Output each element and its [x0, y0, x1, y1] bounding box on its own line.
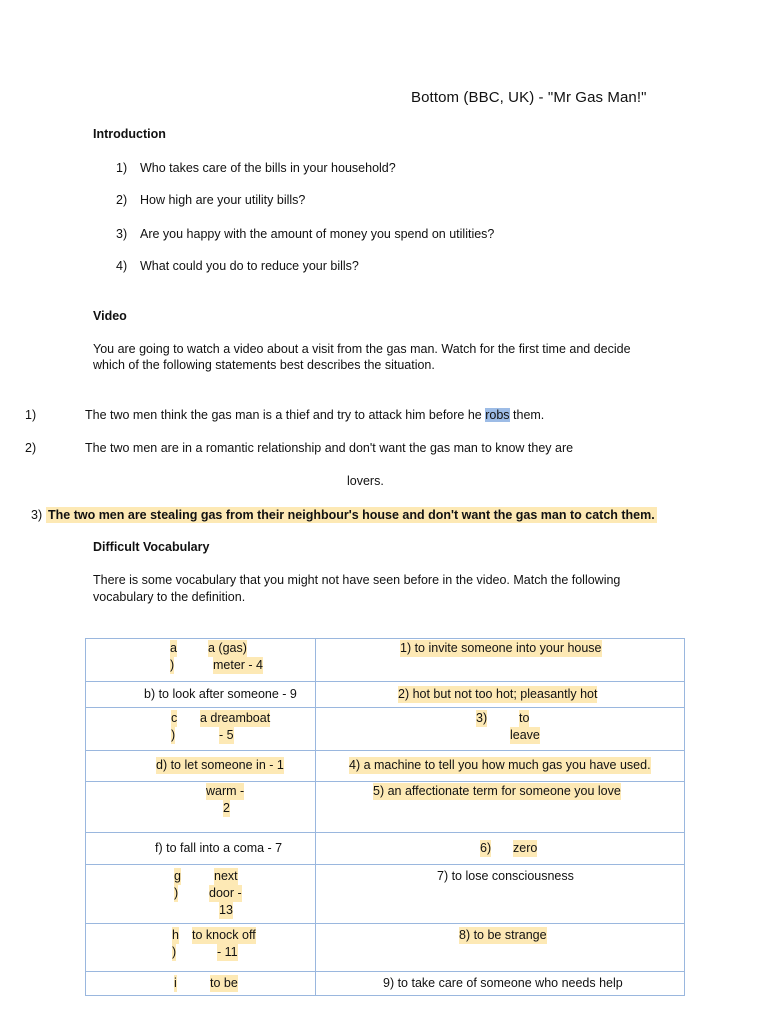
table-row	[86, 833, 685, 865]
statement-2-line-2: lovers.	[347, 474, 384, 488]
vocabulary-instructions-line-2: vocabulary to the definition.	[93, 590, 246, 604]
statement-1-text-end: them.	[509, 408, 545, 422]
vocab-definition: 4) a machine to tell you how much gas you have used.	[349, 758, 651, 772]
vocab-definition: 2) hot but not too hot; pleasantly hot	[398, 687, 598, 701]
vocab-term-cell	[86, 865, 316, 924]
vocab-term: 13	[219, 903, 233, 917]
vocab-term-cell	[86, 751, 316, 782]
question-number: 3)	[116, 227, 128, 241]
video-instructions-line-1: You are going to watch a video about a visit from the gas man. Watch for the first time and decide	[93, 342, 631, 356]
question-text: Are you happy with the amount of money you spend on utilities?	[140, 227, 495, 241]
vocab-term: door -	[209, 886, 242, 900]
item-letter: a	[170, 641, 177, 655]
table-row	[86, 924, 685, 972]
statement-number: 2)	[25, 441, 37, 455]
vocab-term: meter - 4	[213, 658, 264, 672]
vocabulary-instructions-line-1: There is some vocabulary that you might not have seen before in the video. Match the following	[93, 573, 621, 587]
item-letter: )	[170, 658, 175, 672]
question-number: 1)	[116, 161, 128, 175]
statement-number: 1)	[25, 408, 37, 422]
vocab-definition: 8) to be strange	[459, 928, 547, 942]
vocab-definition-cell	[316, 833, 685, 865]
table-row	[86, 782, 685, 833]
vocab-definition-cell	[316, 782, 685, 833]
vocab-definition-cell	[316, 639, 685, 682]
vocab-term: a (gas)	[208, 641, 247, 655]
vocab-term-cell	[86, 708, 316, 751]
vocab-term-cell	[86, 639, 316, 682]
vocab-term: d) to let someone in - 1	[156, 758, 284, 772]
table-row	[86, 751, 685, 782]
question-text: What could you do to reduce your bills?	[140, 259, 359, 273]
video-instructions-line-2: which of the following statements best describes the situation.	[93, 358, 435, 372]
question-number: 4)	[116, 259, 128, 273]
item-letter: c	[171, 711, 178, 725]
vocab-definition-cell	[316, 972, 685, 996]
table-row	[86, 708, 685, 751]
vocab-term-cell	[86, 782, 316, 833]
question-text: How high are your utility bills?	[140, 193, 306, 207]
question-number: 2)	[116, 193, 128, 207]
vocab-definition-cell	[316, 751, 685, 782]
table-row	[86, 639, 685, 682]
item-letter: h	[172, 928, 179, 942]
table-row	[86, 865, 685, 924]
definition-number: 3)	[476, 711, 488, 725]
vocab-term: to be	[210, 976, 238, 990]
table-row	[86, 682, 685, 708]
vocab-definition: to	[519, 711, 530, 725]
vocab-term: to knock off	[192, 928, 256, 942]
vocab-term-cell	[86, 972, 316, 996]
vocab-term: f) to fall into a coma - 7	[155, 841, 283, 855]
item-letter: )	[171, 728, 176, 742]
vocab-definition-cell	[316, 682, 685, 708]
vocab-definition: 1) to invite someone into your house	[400, 641, 602, 655]
vocab-definition: zero	[513, 841, 538, 855]
vocab-term: - 11	[217, 945, 238, 959]
introduction-heading: Introduction	[93, 127, 166, 141]
vocab-term-cell	[86, 924, 316, 972]
table-row	[86, 972, 685, 996]
statement-3: The two men are stealing gas from their neighbour's house and don't want the gas man to catch them.	[48, 508, 655, 522]
vocab-definition-cell	[316, 865, 685, 924]
vocab-term: b) to look after someone - 9	[144, 687, 297, 701]
highlighted-word: robs	[485, 408, 510, 422]
definition-number: 6)	[480, 841, 492, 855]
page-title: Bottom (BBC, UK) - "Mr Gas Man!"	[411, 89, 647, 106]
vocab-definition: 5) an affectionate term for someone you love	[373, 784, 621, 798]
question-text: Who takes care of the bills in your household?	[140, 161, 396, 175]
vocab-term-cell	[86, 682, 316, 708]
item-letter: )	[172, 945, 177, 959]
vocab-term: 2	[223, 801, 230, 815]
vocab-definition: 7) to lose consciousness	[437, 869, 574, 883]
vocab-definition: leave	[510, 728, 540, 742]
statement-1	[85, 408, 544, 422]
vocab-definition-cell	[316, 924, 685, 972]
vocab-term: next	[214, 869, 238, 883]
item-letter: )	[174, 886, 179, 900]
item-letter: i	[174, 976, 177, 990]
statement-1-text-start: The two men think the gas man is a thief and try to attack him before he	[85, 408, 486, 422]
vocab-definition: 9) to take care of someone who needs help	[383, 976, 623, 990]
item-letter: g	[174, 869, 181, 883]
video-heading: Video	[93, 309, 127, 323]
statement-2-line-1: The two men are in a romantic relationship and don't want the gas man to know they are	[85, 441, 574, 455]
vocabulary-table	[85, 638, 685, 996]
vocabulary-heading: Difficult Vocabulary	[93, 540, 210, 554]
vocab-term: - 5	[219, 728, 234, 742]
statement-number: 3)	[31, 508, 43, 522]
vocab-term: a dreamboat	[200, 711, 271, 725]
vocab-definition-cell	[316, 708, 685, 751]
vocab-term: warm -	[206, 784, 245, 798]
vocab-term-cell	[86, 833, 316, 865]
